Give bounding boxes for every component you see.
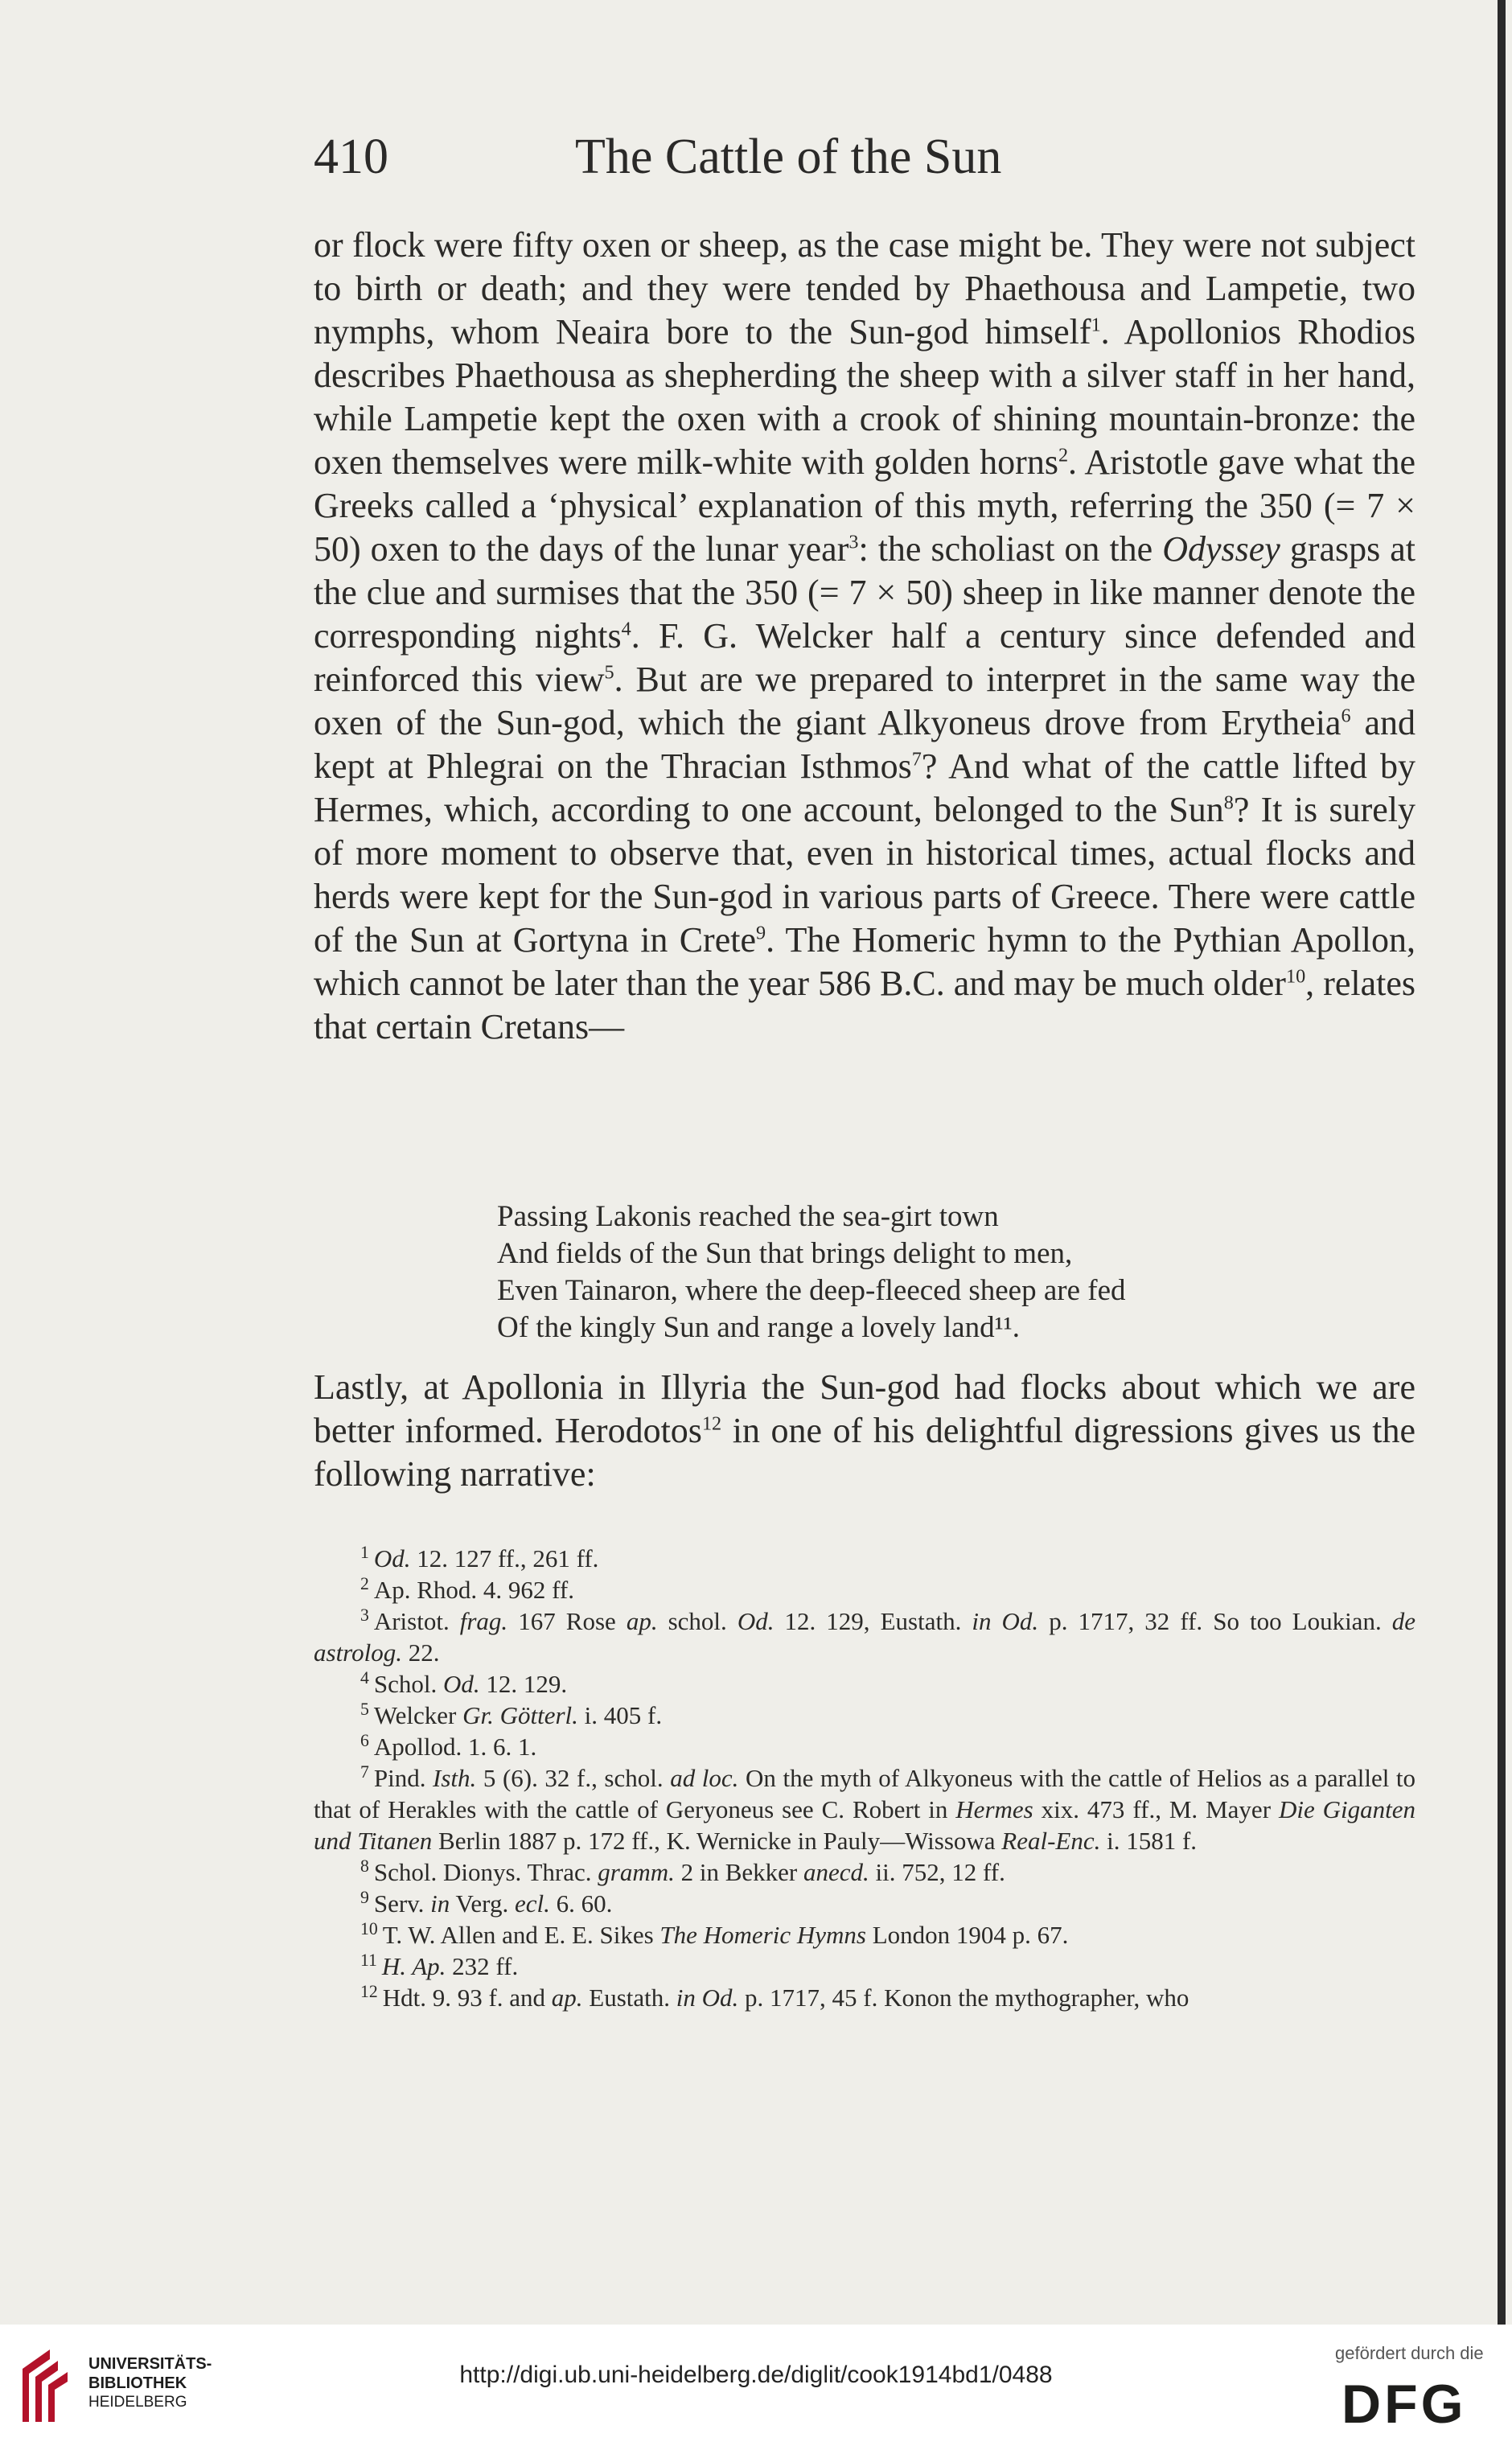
- footnote: [314, 1951, 1415, 1982]
- text-run: 232 ff.: [446, 1952, 519, 1980]
- verse-line: Even Tainaron, where the deep-fleeced sheep are fed: [497, 1274, 1126, 1307]
- footnote-ref: 4: [621, 618, 631, 640]
- footnote: [314, 1762, 1415, 1856]
- italic-text: in Od.: [972, 1607, 1039, 1635]
- text-run: ? It is surely of more moment to observe that, even in historical times, actual flocks and herds were kept for the Sun-god in various parts of Greece. There were cattle of the Sun at Gortyna in Crete: [314, 790, 1415, 960]
- text-run: xix. 473 ff., M. Mayer: [1033, 1795, 1279, 1823]
- footnote-number: 4: [360, 1667, 369, 1688]
- footnote-number: 11: [360, 1950, 377, 1970]
- text-run: Welcker: [373, 1701, 463, 1729]
- footnote-ref: 9: [755, 922, 766, 944]
- italic-text: Die Giganten und Titanen: [314, 1795, 1416, 1855]
- text-run: Serv.: [373, 1889, 431, 1918]
- footnote: [314, 1543, 1415, 1574]
- italic-text: Isth.: [433, 1764, 477, 1792]
- funding-note: gefördert durch die: [1335, 2343, 1484, 2363]
- text-run: 167 Rose: [507, 1607, 627, 1635]
- footnote-ref: 3: [848, 531, 859, 553]
- footnote-number: 3: [360, 1605, 369, 1625]
- footnote-number: 9: [360, 1887, 369, 1907]
- text-run: Schol.: [373, 1670, 443, 1698]
- text-run: Apollod. 1. 6. 1.: [373, 1733, 537, 1761]
- verse-line: Passing Lakonis reached the sea-girt town: [497, 1200, 999, 1233]
- body-text-top: [314, 224, 1415, 1049]
- footnote: [314, 1668, 1415, 1700]
- italic-text: The Homeric Hymns: [659, 1921, 866, 1949]
- running-title: The Cattle of the Sun: [575, 129, 1002, 184]
- text-run: ii. 752, 12 ff.: [869, 1858, 1005, 1886]
- text-run: On the myth of Alkyoneus with the cattle of Helios as a parallel to that of Herakles with the cattle of Geryoneus see C. Robert in: [314, 1764, 1416, 1823]
- italic-text: Hermes: [955, 1795, 1033, 1823]
- library-logo[interactable]: [18, 2345, 212, 2433]
- footnote: [314, 1888, 1415, 1919]
- italic-text: Od.: [373, 1544, 411, 1572]
- italic-text: Odyssey: [1162, 529, 1280, 569]
- text-run: and kept at Phlegrai on the Thracian Isthmos: [314, 703, 1416, 786]
- text-run: in one of his delightful digressions gives us the following narrative:: [314, 1411, 1416, 1494]
- text-run: Ap. Rhod. 4. 962 ff.: [373, 1576, 574, 1604]
- footnote-number: 7: [360, 1762, 369, 1782]
- italic-text: in Od.: [676, 1984, 739, 2012]
- italic-text: ecl.: [514, 1889, 550, 1918]
- footnote: [314, 1731, 1415, 1762]
- text-run: or flock were fifty oxen or sheep, as the case might be. They were not subject to birth or death; and they were tended by Phaethousa and Lampetie, two nymphs, whom Neaira bore to the Sun-god himself: [314, 225, 1415, 351]
- text-run: . The Homeric hymn to the Pythian Apollon, which cannot be later than the year 586 B.C. and may be much older: [314, 920, 1416, 1003]
- text-run: . F. G. Welcker half a century since defended and reinforced this view: [314, 616, 1415, 699]
- text-run: Pind.: [373, 1764, 433, 1792]
- italic-text: ad loc.: [670, 1764, 739, 1792]
- footnote: [314, 1919, 1415, 1951]
- text-run: p. 1717, 45 f. Konon the mythographer, who: [738, 1984, 1189, 2012]
- library-line: HEIDELBERG: [88, 2394, 187, 2411]
- body-text-bottom: [314, 1366, 1415, 1496]
- text-run: Hdt. 9. 93 f. and: [382, 1984, 552, 2012]
- text-run: 2 in Bekker: [674, 1858, 803, 1886]
- text-run: Berlin 1887 p. 172 ff., K. Wernicke in Pauly—Wissowa: [432, 1827, 1002, 1855]
- text-run: ? And what of the cattle lifted by Hermes, which, according to one account, belonged to the Sun: [314, 746, 1415, 829]
- footnote: [314, 1574, 1415, 1605]
- text-run: schol.: [657, 1607, 738, 1635]
- italic-text: frag.: [459, 1607, 508, 1635]
- text-run: i. 405 f.: [577, 1701, 663, 1729]
- footnote-ref: 6: [1341, 705, 1351, 727]
- footnote-ref: 1: [1091, 314, 1101, 336]
- italic-text: de astrolog.: [314, 1607, 1416, 1667]
- italic-text: in: [430, 1889, 450, 1918]
- page-edge-shadow: [1498, 0, 1506, 2325]
- text-run: 12. 127 ff., 261 ff.: [410, 1544, 599, 1572]
- text-run: 6. 60.: [549, 1889, 613, 1918]
- text-run: Aristot.: [373, 1607, 460, 1635]
- text-run: Schol. Dionys. Thrac.: [373, 1858, 598, 1886]
- text-run: London 1904 p. 67.: [865, 1921, 1069, 1949]
- italic-text: ap.: [551, 1984, 583, 2012]
- text-run: Eustath.: [582, 1984, 676, 2012]
- text-run: 22.: [401, 1638, 440, 1667]
- text-run: . But are we prepared to interpret in the same way the oxen of the Sun-god, which the giant Alkyoneus drove from Erytheia: [314, 660, 1416, 742]
- paragraph-lastly: [314, 1366, 1415, 1496]
- footnote-number: 10: [360, 1918, 378, 1938]
- running-header: [314, 129, 1415, 193]
- text-run: . Apollonios Rhodios describes Phaethousa as shepherding the sheep with a silver staff in her hand, while Lampetie kept the oxen with a crook of shining mountain-bronze: the oxen themselves were milk-white with golden horns: [314, 312, 1416, 482]
- footnote: [314, 1856, 1415, 1888]
- verse-line: And fields of the Sun that brings delight to men,: [497, 1237, 1073, 1270]
- text-run: 5 (6). 32 f., schol.: [476, 1764, 671, 1792]
- permalink-url[interactable]: http://digi.ub.uni-heidelberg.de/diglit/cook1914bd1/0488: [459, 2362, 1053, 2388]
- footnote-number: 1: [360, 1542, 369, 1562]
- page-number: 410: [314, 129, 388, 184]
- footnote-ref: 10: [1285, 965, 1306, 988]
- text-run: : the scholiast on the: [858, 529, 1163, 569]
- footnote-number: 2: [360, 1573, 369, 1593]
- text-run: 12. 129.: [479, 1670, 568, 1698]
- library-line: BIBLIOTHEK: [88, 2374, 187, 2392]
- text-run: Verg.: [450, 1889, 515, 1918]
- italic-text: Od.: [442, 1670, 480, 1698]
- text-run: 12. 129, Eustath.: [774, 1607, 972, 1635]
- italic-text: Real-Enc.: [1001, 1827, 1101, 1855]
- paragraph-main: [314, 224, 1415, 1049]
- text-run: i. 1581 f.: [1100, 1827, 1198, 1855]
- italic-text: ap.: [626, 1607, 658, 1635]
- footnote-ref: 8: [1223, 791, 1234, 814]
- library-line: UNIVERSITÄTS-: [88, 2355, 212, 2373]
- footnote-ref: 5: [604, 661, 614, 684]
- italic-text: H. Ap.: [381, 1952, 446, 1980]
- footnote-number: 12: [360, 1981, 378, 2001]
- footnote-number: 8: [360, 1856, 369, 1876]
- italic-text: gramm.: [598, 1858, 675, 1886]
- italic-text: Gr. Götterl.: [462, 1701, 578, 1729]
- italic-text: anecd.: [803, 1858, 869, 1886]
- footnote-number: 6: [360, 1730, 369, 1750]
- footnote-number: 5: [360, 1699, 369, 1719]
- text-run: T. W. Allen and E. E. Sikes: [382, 1921, 660, 1949]
- footnote-ref: 2: [1058, 444, 1069, 467]
- verse-quotation: [497, 1198, 1382, 1346]
- footnote: [314, 1700, 1415, 1731]
- footnote-ref: 12: [701, 1412, 722, 1435]
- footnote-ref: 7: [911, 748, 922, 771]
- footnote: [314, 1982, 1415, 2013]
- text-run: p. 1717, 32 ff. So too Loukian.: [1038, 1607, 1392, 1635]
- footnote: [314, 1605, 1415, 1668]
- verse-line: Of the kingly Sun and range a lovely land¹¹.: [497, 1311, 1021, 1344]
- text-run: Lastly, at Apollonia in Illyria the Sun-god had flocks about which we are better informed. Herodotos: [314, 1367, 1415, 1450]
- text-run: grasps at the clue and surmises that the 350 (= 7 × 50) sheep in like manner denote the corresponding nights: [314, 529, 1416, 656]
- dfg-logo[interactable]: DFG: [1341, 2374, 1467, 2435]
- italic-text: Od.: [737, 1607, 774, 1635]
- text-run: , relates that certain Cretans—: [314, 964, 1416, 1046]
- footnotes: [314, 1543, 1415, 2013]
- text-run: . Aristotle gave what the Greeks called a ‘physical’ explanation of this myth, referring the 350 (= 7 × 50) oxen to the days of the lunar year: [314, 442, 1415, 569]
